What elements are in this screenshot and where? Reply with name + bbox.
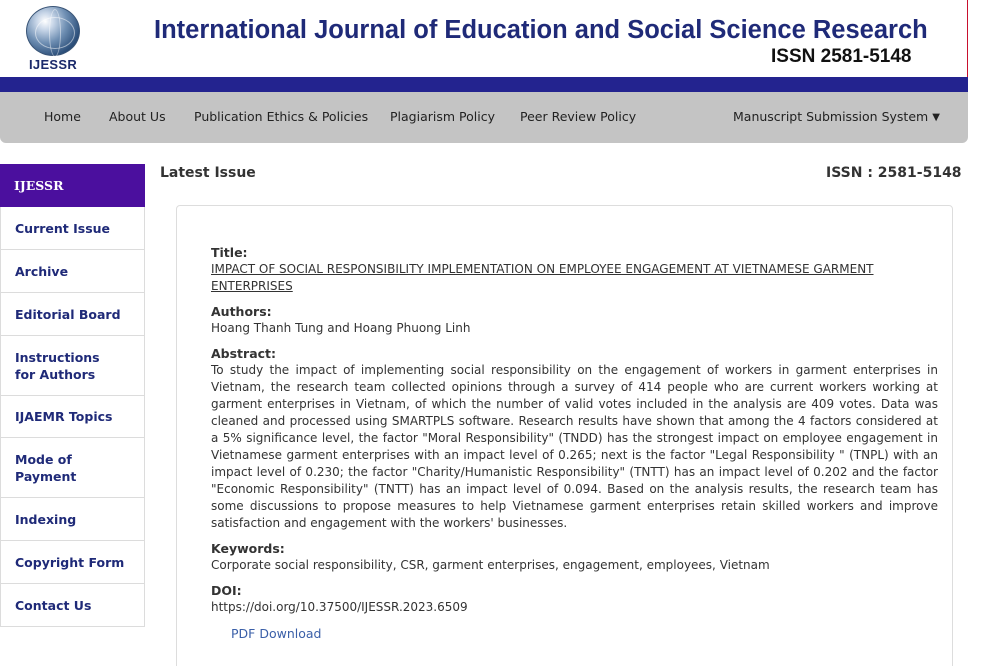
doi-value: https://doi.org/10.37500/IJESSR.2023.6509	[211, 600, 468, 614]
journal-issn: ISSN 2581-5148	[771, 46, 912, 67]
abstract-label: Abstract:	[211, 346, 277, 361]
banner-strip	[0, 77, 968, 92]
sidebar	[0, 164, 145, 627]
authors-label: Authors:	[211, 304, 272, 319]
sidebar-item-archive[interactable]: Archive	[0, 250, 145, 293]
nav-manuscript-submission[interactable]	[733, 109, 940, 124]
sidebar-item-ijaemr-topics[interactable]: IJAEMR Topics	[0, 396, 145, 438]
pdf-download-link[interactable]: PDF Download	[231, 626, 322, 641]
sidebar-item-mode-of-payment[interactable]: Mode of Payment	[0, 438, 145, 498]
doi-label: DOI:	[211, 583, 242, 598]
globe-icon	[26, 6, 80, 56]
nav-home[interactable]: Home	[44, 109, 81, 124]
article-card	[176, 205, 953, 666]
nav-manuscript-submission-label: Manuscript Submission System	[733, 109, 929, 124]
abstract-text: To study the impact of implementing social responsibility on the engagement of workers in garment enterprises in Vietnam, the research team collected opinions through a survey of 414 people who are current workers working at garment enterprises in Vietnam, of which the number of valid votes included in the analysis are 409 votes. Data was cleaned and processed using SMARTPLS software. Research results have shown that among the 4 factors considered at a 5% significance level, the factor "Moral Responsibility" (TNDD) has the strongest impact on employee engagement in Vietnamese garment enterprises with an impact level of 0.265; next is the factor "Legal Responsibility " (TNPL) with an impact level of 0.230; the factor "Charity/Humanistic Responsibility" (TNTT) has an impact level of 0.202 and the factor "Economic Responsibility" (TNTT) has an impact level of 0.094. Based on the analysis results, the research team has some discussions to propose measures to help Vietnamese garment enterprises retain skilled workers and improve satisfaction and engagement with the workers' businesses.	[211, 363, 938, 530]
article-title-link[interactable]: IMPACT OF SOCIAL RESPONSIBILITY IMPLEMENTATION ON EMPLOYEE ENGAGEMENT AT VIETNAMESE GARMENT ENTERPRISES	[211, 262, 874, 293]
sidebar-item-current-issue[interactable]: Current Issue	[0, 207, 145, 250]
sidebar-heading: IJESSR	[0, 164, 145, 207]
keywords-value: Corporate social responsibility, CSR, garment enterprises, engagement, employees, Vietnam	[211, 558, 770, 572]
sidebar-item-contact-us[interactable]: Contact Us	[0, 584, 145, 627]
logo-text: IJESSR	[29, 57, 78, 72]
article-details	[211, 244, 938, 642]
header-banner	[0, 0, 968, 92]
nav-publication-ethics[interactable]: Publication Ethics & Policies	[194, 109, 369, 124]
journal-title: International Journal of Education and Social Science Research	[154, 16, 928, 44]
sidebar-item-indexing[interactable]: Indexing	[0, 498, 145, 541]
sidebar-item-instructions-for-authors[interactable]: Instructions for Authors	[0, 336, 145, 396]
main-nav	[0, 92, 968, 143]
nav-about-us[interactable]: About Us	[109, 109, 166, 124]
title-label: Title:	[211, 245, 248, 260]
caret-down-icon: ▼	[932, 112, 940, 123]
authors-value: Hoang Thanh Tung and Hoang Phuong Linh	[211, 321, 471, 335]
nav-peer-review-policy[interactable]: Peer Review Policy	[520, 109, 637, 124]
journal-logo[interactable]	[22, 4, 86, 74]
section-title: Latest Issue	[160, 165, 256, 181]
keywords-label: Keywords:	[211, 541, 285, 556]
nav-plagiarism-policy[interactable]: Plagiarism Policy	[390, 109, 495, 124]
sidebar-item-editorial-board[interactable]: Editorial Board	[0, 293, 145, 336]
issn-label: ISSN : 2581-5148	[826, 165, 962, 181]
sidebar-item-copyright-form[interactable]: Copyright Form	[0, 541, 145, 584]
